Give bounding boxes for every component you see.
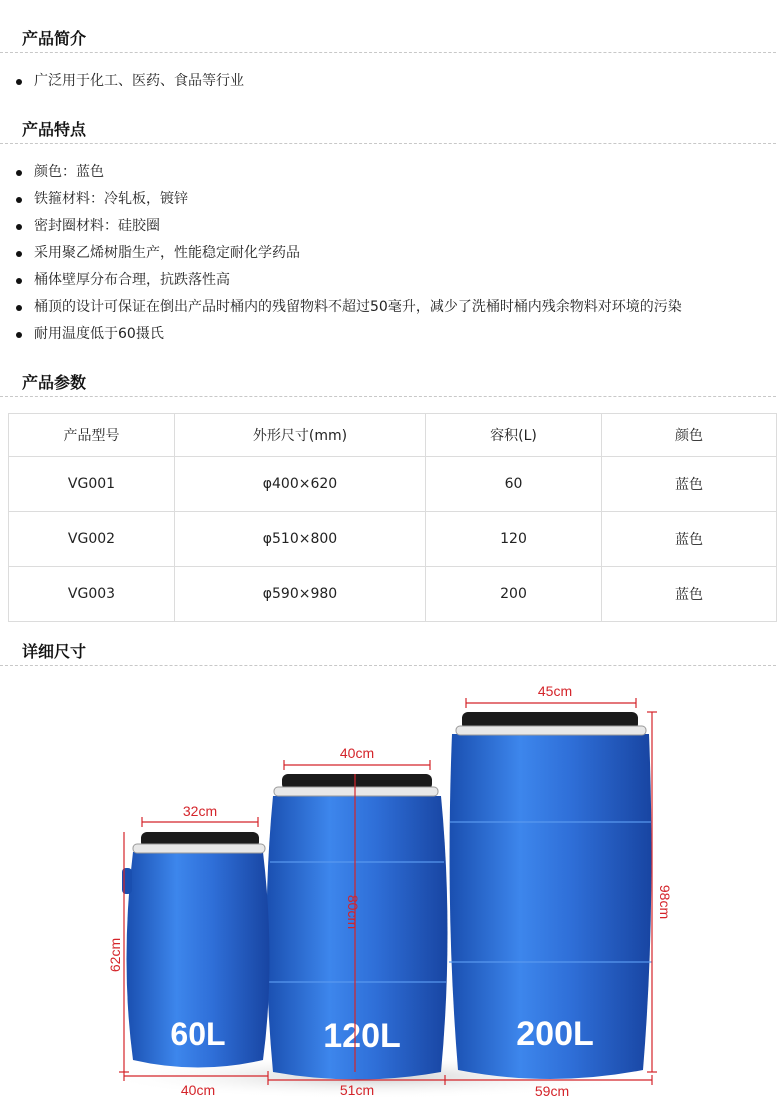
list-item: 桶体壁厚分布合理，抗跌落性高 bbox=[0, 267, 776, 294]
dimension-bottom-120l: 51cm bbox=[339, 1082, 375, 1098]
list-item: 采用聚乙烯树脂生产，性能稳定耐化学药品 bbox=[0, 240, 776, 267]
drum-dimensions-photo bbox=[100, 672, 673, 1110]
column-header-size: 外形尺寸(mm) bbox=[175, 414, 426, 457]
drum-60l bbox=[122, 832, 270, 1068]
drum-volume-label: 200L bbox=[516, 1015, 594, 1053]
table-row bbox=[9, 457, 777, 512]
cell-size: φ400×620 bbox=[175, 457, 426, 512]
cell-volume: 120 bbox=[426, 512, 602, 567]
column-header-volume: 容积(L) bbox=[426, 414, 602, 457]
list-item: 耐用温度低于60摄氏 bbox=[0, 321, 776, 348]
section-title-text: 产品参数 bbox=[22, 373, 87, 392]
cell-model: VG003 bbox=[9, 567, 175, 622]
dimension-height-120l: 80cm bbox=[345, 894, 361, 930]
section-title-dimensions bbox=[0, 637, 776, 666]
dimension-height-60l: 62cm bbox=[107, 937, 123, 973]
list-item: 铁箍材料：冷轧板，镀锌 bbox=[0, 186, 776, 213]
cell-color: 蓝色 bbox=[602, 457, 777, 512]
cell-model: VG001 bbox=[9, 457, 175, 512]
cell-model: VG002 bbox=[9, 512, 175, 567]
dimension-bottom-200l: 59cm bbox=[534, 1083, 570, 1099]
section-title-params bbox=[0, 368, 776, 397]
drum-volume-label: 60L bbox=[170, 1016, 226, 1052]
table-row bbox=[9, 567, 777, 622]
cell-size: φ510×800 bbox=[175, 512, 426, 567]
list-item: 广泛用于化工、医药、食品等行业 bbox=[0, 68, 776, 95]
section-title-text: 产品特点 bbox=[22, 120, 87, 139]
dimension-top-60l: 32cm bbox=[182, 803, 218, 819]
intro-list bbox=[0, 68, 776, 95]
section-title-features bbox=[0, 115, 776, 144]
section-title-text: 详细尺寸 bbox=[22, 642, 87, 661]
list-item: 颜色：蓝色 bbox=[0, 159, 776, 186]
list-item: 密封圈材料：硅胶圈 bbox=[0, 213, 776, 240]
cell-volume: 200 bbox=[426, 567, 602, 622]
dimension-top-120l: 40cm bbox=[339, 745, 375, 761]
cell-size: φ590×980 bbox=[175, 567, 426, 622]
cell-volume: 60 bbox=[426, 457, 602, 512]
section-title-intro bbox=[0, 24, 776, 53]
list-item: 桶顶的设计可保证在倒出产品时桶内的残留物料不超过50毫升，减少了洗桶时桶内残余物料对环境的污染 bbox=[0, 294, 776, 321]
dimension-bottom-60l: 40cm bbox=[180, 1082, 216, 1098]
drum-volume-label: 120L bbox=[323, 1017, 401, 1055]
table-row bbox=[9, 512, 777, 567]
column-header-model: 产品型号 bbox=[9, 414, 175, 457]
section-title-text: 产品简介 bbox=[22, 29, 87, 48]
column-header-color: 颜色 bbox=[602, 414, 777, 457]
params-table bbox=[8, 413, 777, 622]
dimension-height-200l: 98cm bbox=[657, 884, 673, 920]
table-header-row bbox=[9, 414, 777, 457]
dimension-top-200l: 45cm bbox=[537, 683, 573, 699]
features-list bbox=[0, 159, 776, 348]
drum-200l bbox=[449, 712, 652, 1079]
cell-color: 蓝色 bbox=[602, 567, 777, 622]
cell-color: 蓝色 bbox=[602, 512, 777, 567]
